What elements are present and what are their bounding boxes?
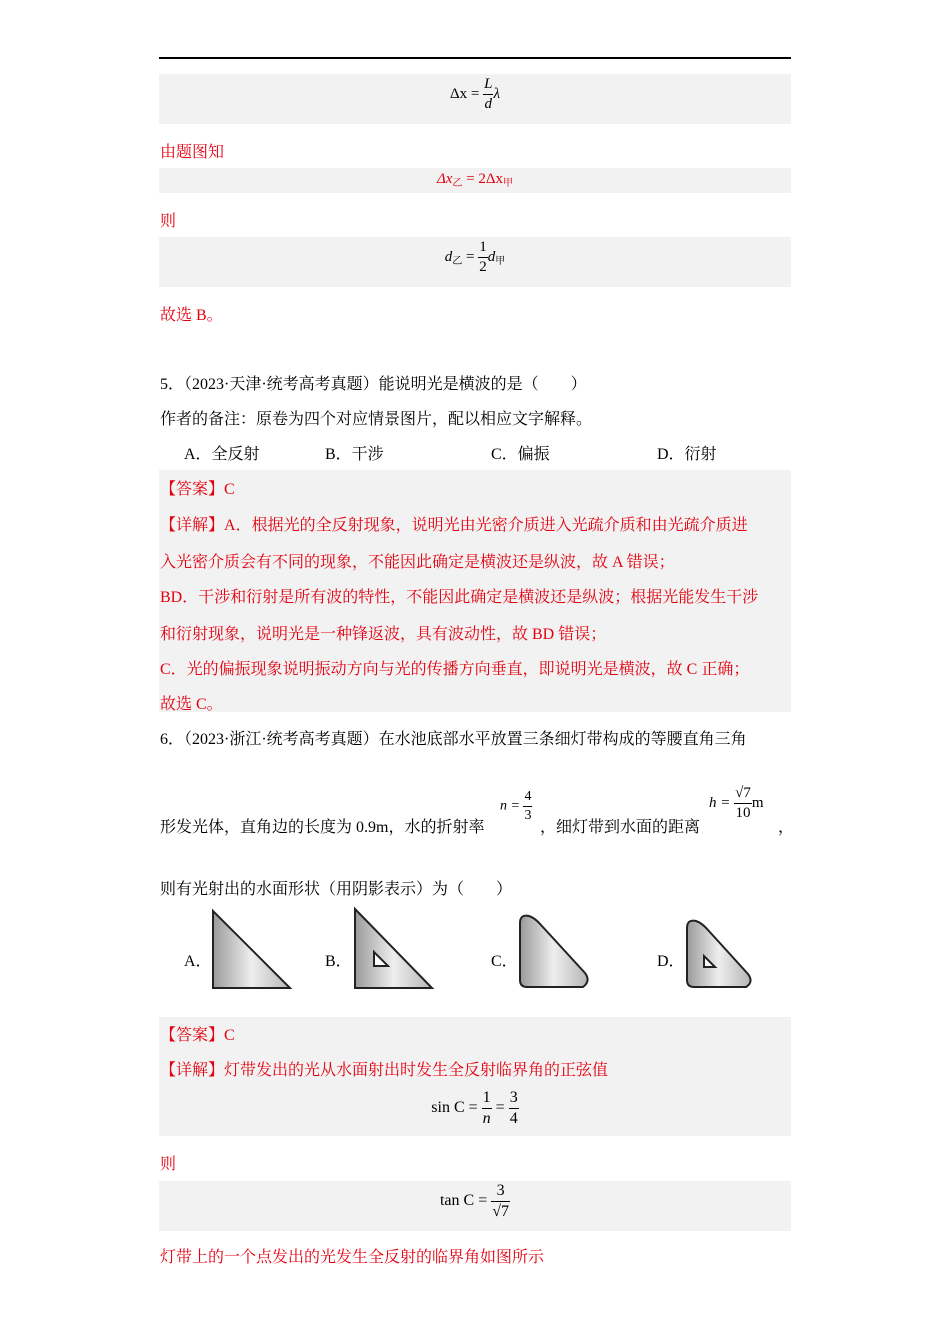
q6-option-a: A．	[184, 953, 212, 970]
q6-option-b: B．	[325, 953, 352, 970]
q5-note: 作者的备注：原卷为四个对应情景图片，配以相应文字解释。	[160, 411, 593, 428]
q6-answer: 【答案】C	[160, 1027, 235, 1044]
q6-option-c: C．	[491, 953, 518, 970]
q6-option-d: D．	[657, 953, 685, 970]
q5-detail-1: 【详解】A．根据光的全反射现象，说明光由光密介质进入光疏介质和由光疏介质进	[160, 517, 748, 534]
q5-option-d: D．衍射	[657, 446, 717, 463]
text-ze: 则	[160, 213, 177, 230]
q5-option-b: B．干涉	[325, 446, 384, 463]
q5-detail-3: BD．干涉和衍射是所有波的特性，不能因此确定是横波还是纵波；根据光能发生干涉	[160, 589, 759, 606]
q5-answer: 【答案】C	[160, 481, 235, 498]
q5-detail-2: 入光密介质会有不同的现象，不能因此确定是横波还是纵波，故 A 错误；	[160, 554, 675, 571]
q6-figure-b	[352, 906, 436, 992]
q6-detail: 【详解】灯带发出的光从水面射出时发生全反射临界角的正弦值	[160, 1062, 609, 1079]
q6-figure-c	[517, 911, 593, 991]
q6-line2-c: ，	[778, 819, 795, 836]
header-rule	[159, 57, 791, 59]
q6-last-line: 灯带上的一个点发出的光发生全反射的临界角如图所示	[160, 1249, 545, 1266]
q5-option-c: C．偏振	[491, 446, 550, 463]
q6-line2-a: 形发光体，直角边的长度为 0.9m，水的折射率	[160, 819, 485, 836]
formula-tan: tan C = $\frac{3}{√7}$	[439, 1182, 510, 1220]
q6-n-formula: n = $\frac{4}{3}$	[500, 789, 532, 823]
q5-detail-5: C．光的偏振现象说明振动方向与光的传播方向垂直，即说明光是横波，故 C 正确；	[160, 661, 750, 678]
formula-sin: sin C = $\frac{1}{n}$ = $\frac{3}{4}$	[431, 1089, 518, 1127]
q6-text-ze: 则	[160, 1156, 177, 1173]
q5-detail-4: 和衍射现象，说明光是一种锋返波，具有波动性，故 BD 错误；	[160, 626, 607, 643]
formula-delta-x: Δx = $\frac{L}{d}$ λ	[450, 76, 500, 112]
q6-line2-b: ，细灯带到水面的距离	[540, 819, 701, 836]
text-answer-b: 故选 B。	[160, 307, 223, 324]
q6-line3: 则有光射出的水面形状（用阴影表示）为（ ）	[160, 881, 513, 898]
q6-figure-a	[210, 908, 294, 992]
formula-d: $d_乙$ = $\frac{1}{2}$ $d_甲$	[444, 239, 506, 275]
text-youtitu: 由题图知	[160, 144, 225, 161]
q5-title: 5．（2023·天津·统考高考真题）能说明光是横波的是（ ）	[160, 376, 587, 393]
q6-h-formula: h = $\frac{√7}{10}$ m	[709, 785, 764, 821]
q5-option-a: A．全反射	[184, 446, 260, 463]
formula-ratio: $\Delta x_乙 = 2\Delta x_甲$	[436, 171, 514, 189]
q5-detail-6: 故选 C。	[160, 696, 223, 713]
q6-title: 6．（2023·浙江·统考高考真题）在水池底部水平放置三条细灯带构成的等腰直角三角	[160, 731, 747, 748]
q6-figure-d	[684, 916, 756, 992]
